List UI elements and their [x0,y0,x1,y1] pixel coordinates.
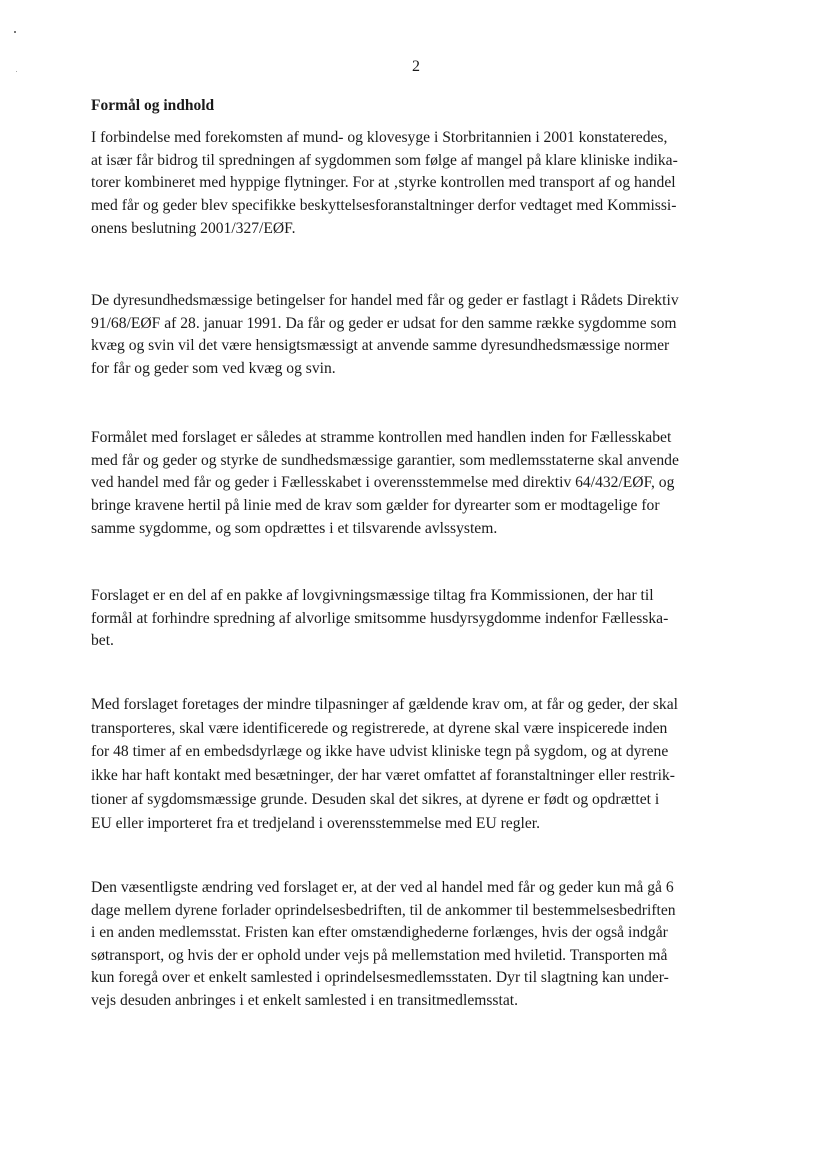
paragraph-4 [91,585,729,653]
paragraph-line: med får og geder blev specifikke beskyttelsesforanstaltninger derfor vedtaget med Kommissi- [91,197,677,215]
paragraph-line: Forslaget er en del af en pakke af lovgivningsmæssige tiltag fra Kommissionen, der har til [91,587,654,604]
paragraph-2 [91,290,729,381]
paragraph-line: samme sygdomme, og som opdrættes i et tilsvarende avlssystem. [91,519,498,537]
paragraph-line: Med forslaget foretages der mindre tilpasninger af gældende krav om, at får og geder, der skal [91,696,678,713]
paragraph-6 [91,877,729,1012]
paragraph-line: søtransport, og hvis der er ophold under vejs på mellemstation med hviletid. Transporten må [91,946,668,964]
paragraph-line: at især får bidrog til spredningen af sygdommen som følge af mangel på klare kliniske indika- [91,151,678,169]
paragraph-line: EU eller importeret fra et tredjeland i overensstemmelse med EU regler. [91,814,541,832]
paragraph-line: dage mellem dyrene forlader oprindelsesbedriften, til de ankommer til bestemmelsesbedriften [91,901,676,919]
paragraph-line: for får og geder som ved kvæg og svin. [91,360,336,378]
paragraph-line: med får og geder og styrke de sundhedsmæssige garantier, som medlemsstaterne skal anvende [91,451,679,469]
paragraph-line: ved handel med får og geder i Fællesskabet i overensstemmelse med direktiv 64/432/EØF, og [91,474,675,492]
paragraph-3 [91,427,729,541]
paragraph-line: kun foregå over et enkelt samlested i oprindelsesmedlemsstaten. Dyr til slagtning kan under- [91,969,669,986]
paragraph-5 [91,693,729,835]
paragraph-line: onens beslutning 2001/327/EØF. [91,219,296,237]
paragraph-line: kvæg og svin vil det være hensigtsmæssigt at anvende samme dyresundhedsmæssige normer [91,337,670,355]
paragraph-line: vejs desuden anbringes i et enkelt samlested i en transitmedlemsstat. [91,991,518,1009]
paragraph-line: torer kombineret med hyppige flytninger. For at ‚styrke kontrollen med transport af og handel [91,174,676,192]
page-number: 2 [412,58,420,75]
paragraph-line: 91/68/EØF af 28. januar 1991. Da får og geder er udsat for den samme række sygdomme som [91,314,677,332]
paragraph-line: transporteres, skal være identificerede og registrerede, at dyrene skal være inspicerede inden [91,719,668,737]
paragraph-line: formål at forhindre spredning af alvorlige smitsomme husdyrsygdomme indenfor Fællesska- [91,609,669,627]
paragraph-line: ikke har haft kontakt med besætninger, der har været omfattet af foranstaltninger eller restrik- [91,767,675,785]
paragraph-line: Den væsentligste ændring ved forslaget er, at der ved al handel med får og geder kun må gå 6 [91,879,674,896]
paragraph-line: De dyresundhedsmæssige betingelser for handel med får og geder er fastlagt i Rådets Direktiv [91,292,679,309]
paragraph-line: bet. [91,632,114,650]
paragraph-1 [91,127,729,241]
paragraph-line: Formålet med forslaget er således at stramme kontrollen med handlen inden for Fællesskabet [91,429,672,446]
paragraph-line: for 48 timer af en embedsdyrlæge og ikke have udvist kliniske tegn på sygdom, og at dyrene [91,743,669,761]
paragraph-line: bringe kravene hertil på linie med de krav som gælder for dyrearter som er modtagelige for [91,497,660,515]
paragraph-line: tioner af sygdomsmæssige grunde. Desuden skal det sikres, at dyrene er født og opdrættet i [91,790,660,808]
paragraph-line: I forbindelse med forekomsten af mund- og klovesyge i Storbritannien i 2001 konstateredes, [91,129,668,146]
scan-speck [14,31,16,33]
section-heading: Formål og indhold [91,97,215,114]
paragraph-line: i en anden medlemsstat. Fristen kan efter omstændighederne forlænges, hvis der også indgår [91,924,668,941]
